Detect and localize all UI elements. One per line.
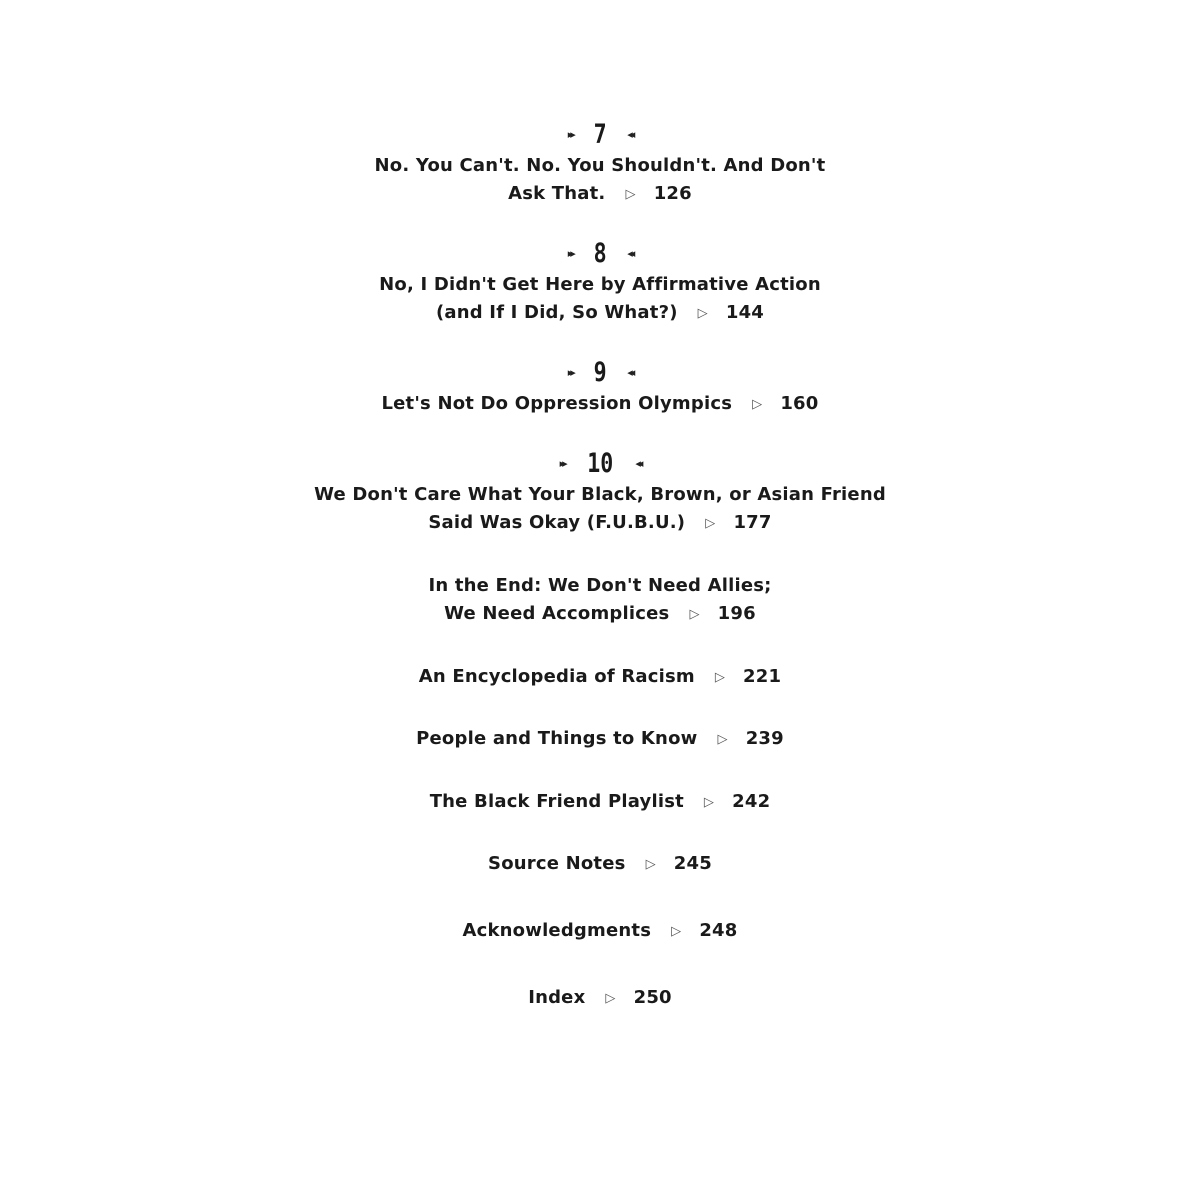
ornament-left-icon: ▸▸: [559, 456, 565, 470]
chapter-7-title-line-2: [0, 180, 1200, 209]
ornament-left-icon: ▸▸: [567, 127, 573, 141]
chapter-10-title-line-2: [0, 509, 1200, 538]
toc-entry-title: An Encyclopedia of Racism: [418, 666, 695, 687]
ornament-right-icon: ◂◂: [627, 246, 633, 260]
arrow-right-icon: ▷: [717, 732, 728, 747]
people-and-things-entry: [0, 725, 1200, 754]
source-notes-entry: [0, 850, 1200, 879]
encyclopedia-entry: [0, 663, 1200, 692]
chapter-7-heading: [0, 117, 1200, 152]
toc-entry-title: No. You Can't. No. You Shouldn't. And Don't: [374, 155, 826, 176]
page-number: 160: [780, 393, 819, 414]
chapter-number: 10: [586, 447, 613, 479]
toc-entry-title: People and Things to Know: [416, 728, 698, 749]
ornament-right-icon: ◂◂: [635, 456, 641, 470]
chapter-9-title: [0, 390, 1200, 419]
page-number: 242: [732, 791, 771, 812]
chapter-8-title-line-1: [0, 271, 1200, 299]
chapter-10-title-line-1: [0, 481, 1200, 509]
page-number: 250: [633, 987, 672, 1008]
arrow-right-icon: ▷: [645, 857, 656, 872]
toc-entry-title: We Need Accomplices: [444, 603, 670, 624]
chapter-9-heading: [0, 355, 1200, 390]
arrow-right-icon: ▷: [671, 924, 682, 939]
chapter-8-heading: [0, 236, 1200, 271]
page-number: 245: [673, 853, 712, 874]
arrow-right-icon: ▷: [752, 397, 763, 412]
toc-entry-title: The Black Friend Playlist: [429, 791, 684, 812]
in-the-end-title-line-1: [0, 572, 1200, 600]
ornament-left-icon: ▸▸: [567, 246, 573, 260]
page-number: 177: [733, 512, 772, 533]
toc-entry-title: Acknowledgments: [462, 920, 652, 941]
page-number: 221: [743, 666, 782, 687]
chapter-10-heading: [0, 446, 1200, 481]
toc-entry-title: Index: [528, 987, 586, 1008]
arrow-right-icon: ▷: [714, 670, 726, 685]
chapter-number: 9: [593, 356, 607, 388]
arrow-right-icon: ▷: [689, 607, 700, 622]
toc-entry-title: Let's Not Do Oppression Olympics: [381, 393, 733, 414]
toc-entry-title: Ask That.: [508, 183, 606, 204]
arrow-right-icon: ▷: [625, 187, 636, 202]
chapter-number: 7: [593, 118, 607, 150]
ornament-right-icon: ◂◂: [627, 365, 633, 379]
page-number: 126: [653, 183, 692, 204]
arrow-right-icon: ▷: [605, 991, 616, 1006]
page-number: 196: [717, 603, 756, 624]
page-number: 239: [745, 728, 784, 749]
acknowledgments-entry: [0, 917, 1200, 946]
chapter-8-title-line-2: [0, 299, 1200, 328]
toc-entry-title: In the End: We Don't Need Allies;: [428, 575, 772, 596]
arrow-right-icon: ▷: [703, 795, 715, 810]
toc-entry-title: Source Notes: [488, 853, 626, 874]
toc-entry-title: (and If I Did, So What?): [435, 302, 678, 323]
arrow-right-icon: ▷: [705, 516, 716, 531]
playlist-entry: [0, 788, 1200, 817]
page-number: 144: [725, 302, 765, 323]
index-entry: [0, 984, 1200, 1013]
chapter-number: 8: [593, 237, 607, 269]
ornament-right-icon: ◂◂: [627, 127, 633, 141]
chapter-7-title-line-1: [0, 152, 1200, 180]
ornament-left-icon: ▸▸: [567, 365, 573, 379]
toc-entry-title: No, I Didn't Get Here by Affirmative Action: [379, 274, 821, 295]
toc-entry-title: We Don't Care What Your Black, Brown, or Asian Friend: [314, 484, 886, 505]
arrow-right-icon: ▷: [697, 306, 708, 321]
page-number: 248: [699, 920, 738, 941]
toc-entry-title: Said Was Okay (F.U.B.U.): [428, 512, 686, 533]
in-the-end-title-line-2: [0, 600, 1200, 629]
